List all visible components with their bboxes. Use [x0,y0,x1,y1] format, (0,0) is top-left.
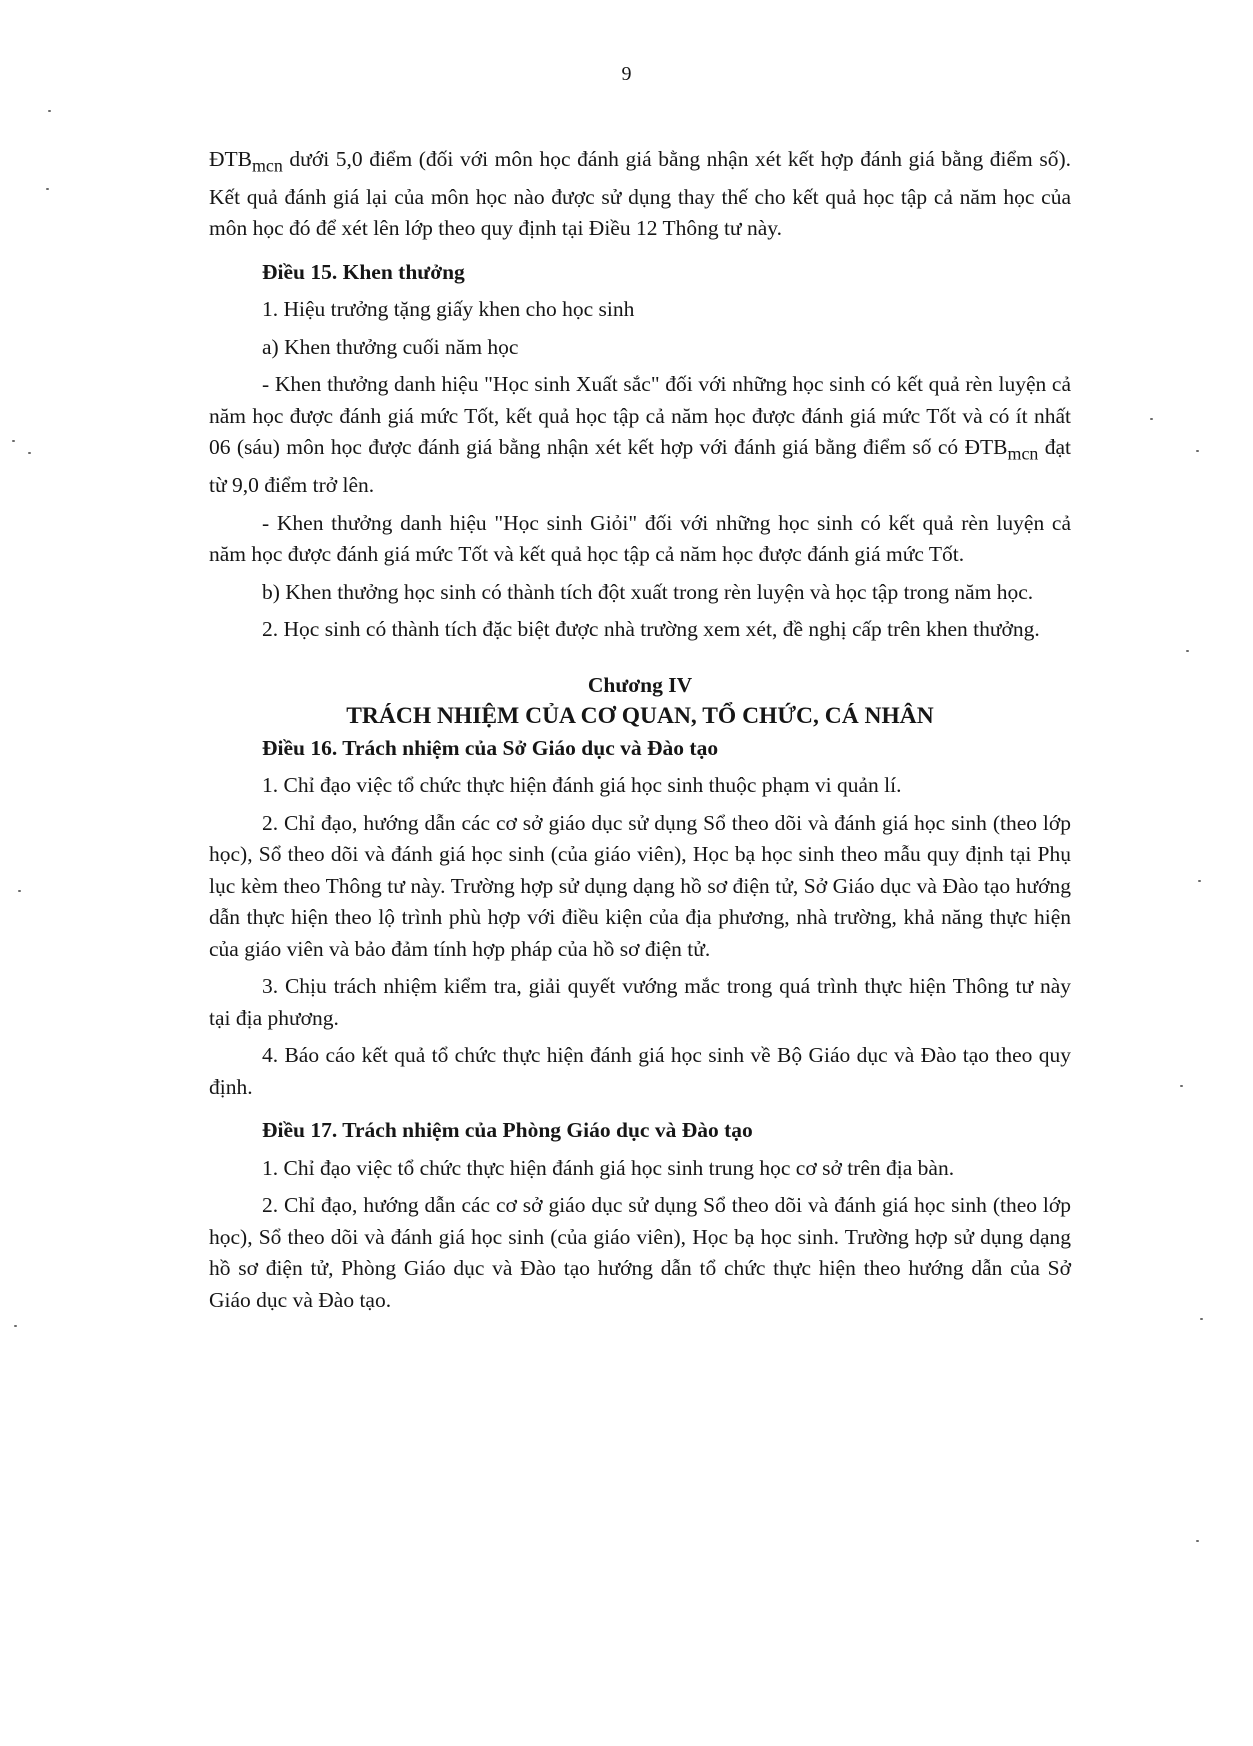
article-15-heading: Điều 15. Khen thưởng [262,259,465,284]
continued-paragraph: $ĐTB_{mcn}$ dưới 5,0 điểm (đối với môn học đánh giá bằng nhận xét kết hợp đánh giá bằng điểm số). Kết quả đánh giá lại của môn học nào được sử dụng thay thế cho kết quả học tập cả năm học của môn học đó để xét lên lớp theo quy định tại Điều 12 Thông tư này. [209,147,1071,241]
page-number: 9 [621,63,632,85]
article-15-point-a: a) Khen thưởng cuối năm học [262,334,519,359]
document-body [209,144,1071,1316]
article-16-clause-4: 4. Báo cáo kết quả tổ chức thực hiện đánh giá học sinh về Bộ Giáo dục và Đào tạo theo quy định. [209,1043,1071,1099]
article-17-heading: Điều 17. Trách nhiệm của Phòng Giáo dục và Đào tạo [262,1118,753,1143]
article-16-heading: Điều 16. Trách nhiệm của Sở Giáo dục và Đào tạo [262,735,719,760]
chapter-title: TRÁCH NHIỆM CỦA CƠ QUAN, TỔ CHỨC, CÁ NHÂN [346,702,934,729]
article-15-excellent-student: - Khen thưởng danh hiệu "Học sinh Xuất sắc" đối với những học sinh có kết quả rèn luyện cả năm học được đánh giá mức Tốt, kết quả học tập cả năm học được đánh giá mức Tốt và có ít nhất 06 (sáu) môn học được đánh giá bằng nhận xét kết hợp với đánh giá bằng điểm số có $ĐTB_{mcn}$ đạt từ 9,0 điểm trở lên. [209,372,1071,498]
article-17-clause-1: 1. Chỉ đạo việc tổ chức thực hiện đánh giá học sinh trung học cơ sở trên địa bàn. [262,1155,955,1180]
chapter-label: Chương IV [587,672,693,697]
article-15-clause-2: 2. Học sinh có thành tích đặc biệt được nhà trường xem xét, đề nghị cấp trên khen thưởng. [262,617,1040,642]
article-16-clause-1: 1. Chỉ đạo việc tổ chức thực hiện đánh giá học sinh thuộc phạm vi quản lí. [262,773,902,798]
article-15-good-student: - Khen thưởng danh hiệu "Học sinh Giỏi" đối với những học sinh có kết quả rèn luyện cả năm học được đánh giá mức Tốt và kết quả học tập cả năm học được đánh giá mức Tốt. [209,510,1071,567]
article-16-clause-2: 2. Chỉ đạo, hướng dẫn các cơ sở giáo dục sử dụng Sổ theo dõi và đánh giá học sinh (theo lớp học), Sổ theo dõi và đánh giá học sinh (của giáo viên), Học bạ học sinh theo mẫu quy định tại Phụ lục kèm theo Thông tư này. Trường hợp sử dụng dạng hồ sơ điện tử, Sở Giáo dục và Đào tạo hướng dẫn thực hiện theo lộ trình phù hợp với điều kiện của địa phương, nhà trường, khả năng thực hiện của giáo viên và bảo đảm tính hợp pháp của hồ sơ điện tử. [209,810,1071,961]
article-15-point-b: b) Khen thưởng học sinh có thành tích đột xuất trong rèn luyện và học tập trong năm học. [262,579,1034,604]
article-16-clause-3: 3. Chịu trách nhiệm kiểm tra, giải quyết vướng mắc trong quá trình thực hiện Thông tư này tại địa phương. [209,974,1071,1030]
article-15-clause-1: 1. Hiệu trưởng tặng giấy khen cho học sinh [262,297,635,322]
article-17-clause-2: 2. Chỉ đạo, hướng dẫn các cơ sở giáo dục sử dụng Sổ theo dõi và đánh giá học sinh (theo lớp học), Sổ theo dõi và đánh giá học sinh (của giáo viên), Học bạ học sinh. Trường hợp sử dụng dạng hồ sơ điện tử, Phòng Giáo dục và Đào tạo hướng dẫn tổ chức thực hiện theo hướng dẫn của Sở Giáo dục và Đào tạo. [209,1193,1071,1312]
